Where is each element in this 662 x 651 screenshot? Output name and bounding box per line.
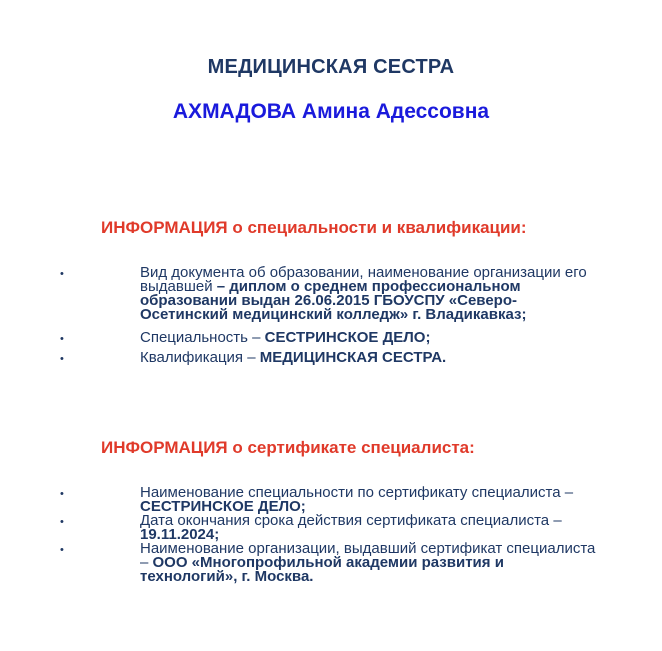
qualification-list — [0, 266, 662, 365]
bullet-icon: • — [60, 544, 64, 556]
item-value: СЕСТРИНСКОЕ ДЕЛО; — [264, 329, 431, 346]
item-value: 19.11.2024; — [140, 526, 220, 543]
item-value: СЕСТРИНСКОЕ ДЕЛО; — [140, 498, 306, 515]
qualification-heading: ИНФОРМАЦИЯ о специальности и квалификации: — [101, 218, 527, 237]
bullet-icon: • — [60, 333, 64, 345]
certificate-list — [0, 486, 662, 584]
role-title: МЕДИЦИНСКАЯ СЕСТРА — [207, 56, 455, 78]
item-text: Дата окончания срока действия сертификата специалиста – — [140, 512, 562, 529]
bullet-icon: • — [60, 268, 64, 280]
item-text: Наименование организации, выдавший сертификат специалиста – — [140, 540, 596, 571]
item-text: Вид документа об образовании, наименование организации его выдавшей — [140, 264, 587, 295]
bullet-icon: • — [60, 488, 64, 500]
certificate-heading: ИНФОРМАЦИЯ о сертификате специалиста: — [101, 438, 475, 457]
item-text: Квалификация – — [140, 349, 260, 366]
list-item — [0, 266, 662, 322]
bullet-icon: • — [60, 516, 64, 528]
item-value: ООО «Многопрофильной академии развития и технологий», г. Москва. — [140, 554, 504, 585]
item-value: – диплом о среднем профессиональном образовании выдан 26.06.2015 ГБОУСПУ «Северо-Осетинский медицинский колледж» г. Владикавказ; — [140, 278, 527, 323]
list-item — [0, 514, 662, 542]
person-name: АХМАДОВА Амина Адессовна — [172, 100, 490, 123]
item-text: Наименование специальности по сертификату специалиста – — [140, 484, 574, 501]
bullet-icon: • — [60, 353, 64, 365]
list-item — [0, 331, 662, 345]
list-item — [0, 486, 662, 514]
list-item — [0, 542, 662, 584]
item-value: МЕДИЦИНСКАЯ СЕСТРА. — [259, 349, 447, 366]
item-text: Специальность – — [140, 329, 265, 346]
list-item — [0, 351, 662, 365]
